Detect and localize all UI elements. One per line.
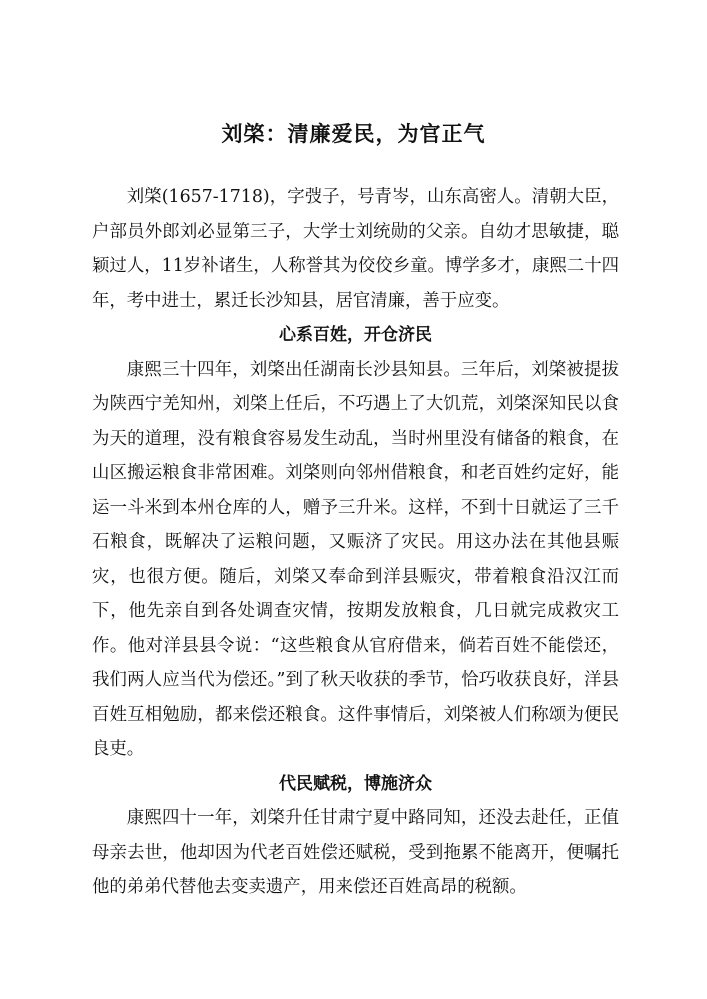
section-paragraph-taxes: 康熙四十一年，刘棨升任甘肃宁夏中路同知，还没去赴任，正值母亲去世，他却因为代老百姓偿还赋税，受到拖累不能离开，便嘱托他的弟弟代替他去变卖遗产，用来偿还百姓高昂的税额。 (92, 808, 619, 897)
document-body (92, 180, 619, 905)
document-title: 刘棨：清廉爱民，为官正气 (221, 121, 486, 146)
section-paragraph-relief: 康熙三十四年，刘棨出任湖南长沙县知县。三年后，刘棨被提拔为陕西宁羌知州，刘棨上任后，不巧遇上了大饥荒，刘棨深知民以食为天的道理，没有粮食容易发生动乱，当时州里没有储备的粮食，在山区搬运粮食非常困难。刘棨则向邻州借粮食，和老百姓约定好，能运一斗米到本州仓库的人，赠予三升米。这样，不到十日就运了三千石粮食，既解决了运粮问题，又赈济了灾民。用这办法在其他县赈灾，也很方便。随后，刘棨又奉命到洋县赈灾，带着粮食沿汉江而下，他先亲自到各处调查灾情，按期发放粮食，几日就完成救灾工作。他对洋县县令说：“这些粮食从官府借来，倘若百姓不能偿还，我们两人应当代为偿还。”到了秋天收获的季节，恰巧收获良好，洋县百姓互相勉励，都来偿还粮食。这件事情后，刘棨被人们称颂为便民良吏。 (92, 359, 619, 759)
section-heading-relief: 心系百姓，开仓济民 (279, 325, 432, 345)
intro-paragraph: 刘棨(1657-1718)，字弢子，号青岑，山东高密人。清朝大臣，户部员外郎刘必显第三子，大学士刘统勋的父亲。自幼才思敏捷，聪颖过人，11岁补诸生，人称誉其为佼佼乡童。博学多才，康熙二十四年，考中进士，累迁长沙知县，居官清廉，善于应变。 (92, 187, 619, 311)
section-heading-taxes: 代民赋税，博施济众 (279, 773, 432, 794)
